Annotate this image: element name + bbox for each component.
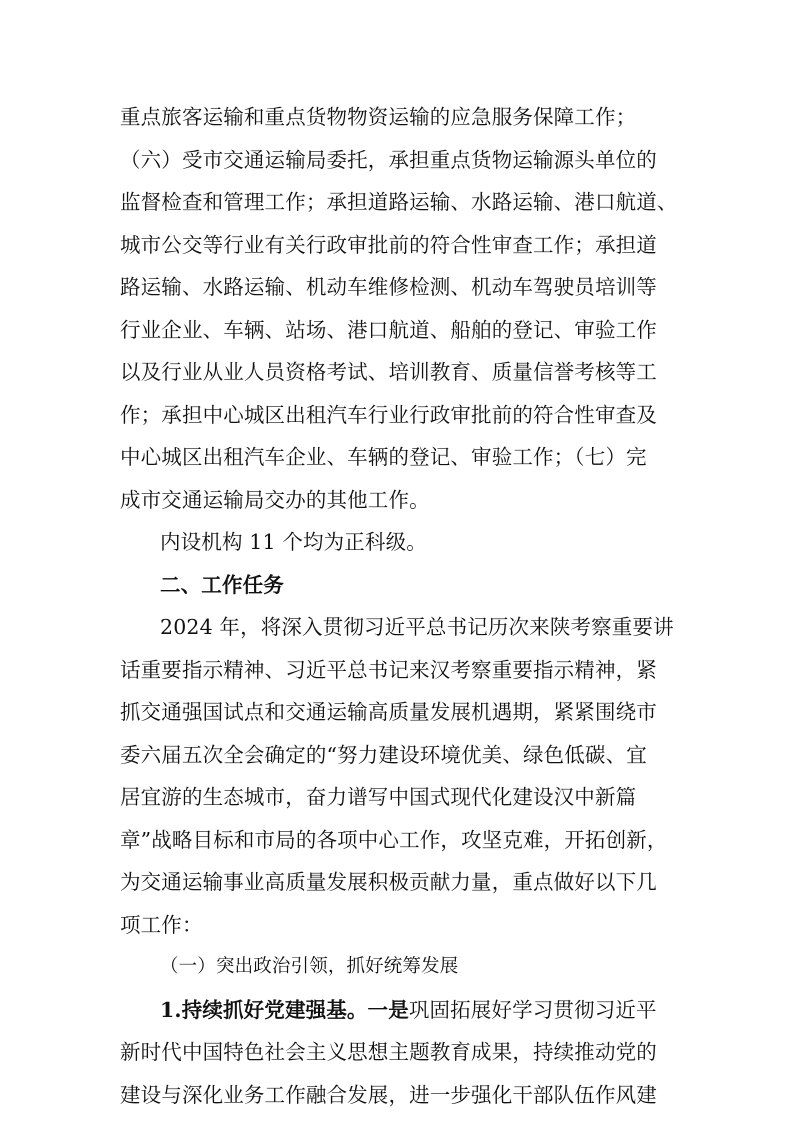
paragraph-line: 居宜游的生态城市，奋力谱写中国式现代化建设汉中新篇: [120, 785, 637, 809]
paragraph-line: 章”战略目标和市局的各项中心工作，攻坚克难，开拓创新，: [120, 828, 668, 852]
paragraph-line: [160, 998, 657, 1022]
paragraph-line: 重点旅客运输和重点货物物资运输的应急服务保障工作；: [120, 105, 637, 129]
paragraph-line: 内设机构 11 个均为正科级。: [160, 530, 427, 554]
paragraph-line: 新时代中国特色社会主义思想主题教育成果，持续推动党的: [120, 1040, 657, 1064]
paragraph-line: 行业企业、车辆、站场、港口航道、船舶的登记、审验工作: [120, 318, 657, 342]
paragraph-line: 项工作：: [120, 913, 203, 937]
section-heading: 二、工作任务: [160, 573, 284, 597]
paragraph-line: 以及行业从业人员资格考试、培训教育、质量信誉考核等工: [120, 360, 657, 384]
paragraph-line: 话重要指示精神、习近平总书记来汉考察重要指示精神，紧: [120, 658, 657, 682]
paragraph-line: 成市交通运输局交办的其他工作。: [120, 488, 430, 512]
paragraph-line: 中心城区出租汽车企业、车辆的登记、审验工作；（七）完: [120, 445, 647, 469]
paragraph-line: 建设与深化业务工作融合发展，进一步强化干部队伍作风建: [120, 1083, 657, 1107]
paragraph-line: 路运输、水路运输、机动车维修检测、机动车驾驶员培训等: [120, 275, 657, 299]
paragraph-line: 2024 年，将深入贯彻习近平总书记历次来陕考察重要讲: [160, 615, 674, 639]
paragraph-line: 委六届五次全会确定的“努力建设环境优美、绿色低碳、宜: [120, 743, 647, 767]
paragraph-line: 作；承担中心城区出租汽车行业行政审批前的符合性审查及: [120, 403, 657, 427]
subsection-heading: （一）突出政治引领，抓好统筹发展: [160, 956, 459, 977]
item-lead-text: 巩固拓展好学习贯彻习近平: [408, 998, 657, 1022]
paragraph-line: 抓交通强国试点和交通运输高质量发展机遇期，紧紧围绕市: [120, 700, 657, 724]
paragraph-line: 为交通运输事业高质量发展积极贡献力量，重点做好以下几: [120, 870, 657, 894]
paragraph-line: 城市公交等行业有关行政审批前的符合性审查工作；承担道: [120, 233, 657, 257]
paragraph-line: 监督检查和管理工作；承担道路运输、水路运输、港口航道、: [120, 190, 678, 214]
item-lead-bold: 1.持续抓好党建强基。一是: [160, 998, 409, 1022]
paragraph-line: （六）受市交通运输局委托，承担重点货物运输源头单位的: [120, 148, 657, 172]
